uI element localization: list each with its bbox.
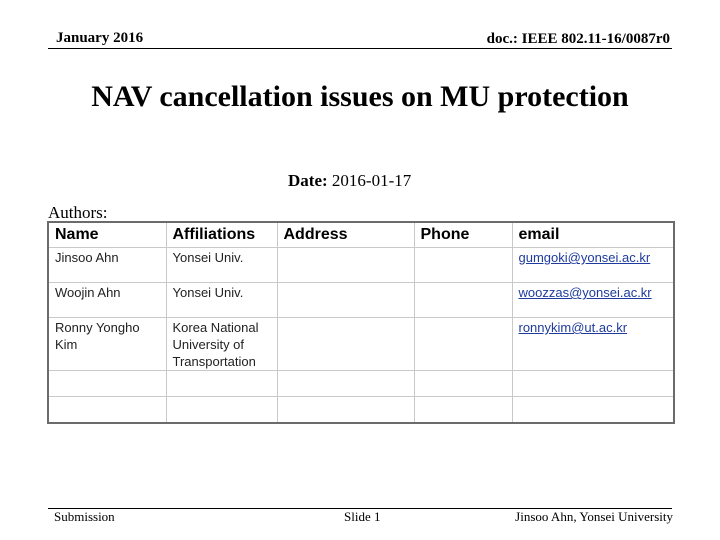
header-divider [48, 48, 672, 49]
table-row [48, 397, 674, 424]
footer-submission: Submission [54, 509, 115, 524]
author-phone [414, 397, 512, 424]
author-affiliation: Yonsei Univ. [166, 248, 277, 283]
author-affiliation [166, 397, 277, 424]
author-affiliation [166, 371, 277, 397]
date-line [288, 171, 411, 191]
author-phone [414, 371, 512, 397]
author-email [512, 371, 674, 397]
table-row [48, 318, 674, 371]
author-address [277, 397, 414, 424]
table-row [48, 248, 674, 283]
table-header-row [48, 222, 674, 248]
table-row [48, 371, 674, 397]
header-doc-id: doc.: IEEE 802.11-16/0087r0 [486, 31, 670, 47]
email-link[interactable]: ronnykim@ut.ac.kr [518, 320, 628, 335]
date-label: Date: [288, 171, 328, 190]
author-affiliation: Yonsei Univ. [166, 283, 277, 318]
author-phone [414, 318, 512, 371]
column-header-affiliations: Affiliations [166, 222, 277, 248]
authors-label: Authors: [48, 203, 108, 222]
author-name [48, 397, 166, 424]
author-affiliation: Korea National University of Transportation [166, 318, 277, 371]
column-header-address: Address [277, 222, 414, 248]
author-email [512, 318, 674, 371]
authors-table [47, 221, 675, 424]
header-date: January 2016 [56, 30, 144, 46]
author-phone [414, 283, 512, 318]
author-phone [414, 248, 512, 283]
column-header-email: email [512, 222, 674, 248]
email-link[interactable]: woozzas@yonsei.ac.kr [518, 285, 652, 300]
author-address [277, 318, 414, 371]
author-name: Woojin Ahn [48, 283, 166, 318]
author-address [277, 248, 414, 283]
author-name [48, 371, 166, 397]
column-header-phone: Phone [414, 222, 512, 248]
author-email [512, 283, 674, 318]
table-row [48, 283, 674, 318]
slide-title: NAV cancellation issues on MU protection [91, 80, 629, 113]
footer-slide-number: Slide 1 [344, 509, 381, 524]
author-name: Ronny Yongho Kim [48, 318, 166, 371]
author-email [512, 248, 674, 283]
author-email [512, 397, 674, 424]
author-name: Jinsoo Ahn [48, 248, 166, 283]
author-address [277, 283, 414, 318]
column-header-name: Name [48, 222, 166, 248]
author-address [277, 371, 414, 397]
footer-author: Jinsoo Ahn, Yonsei University [515, 509, 673, 524]
date-value: 2016-01-17 [331, 171, 412, 190]
email-link[interactable]: gumgoki@yonsei.ac.kr [518, 250, 651, 265]
